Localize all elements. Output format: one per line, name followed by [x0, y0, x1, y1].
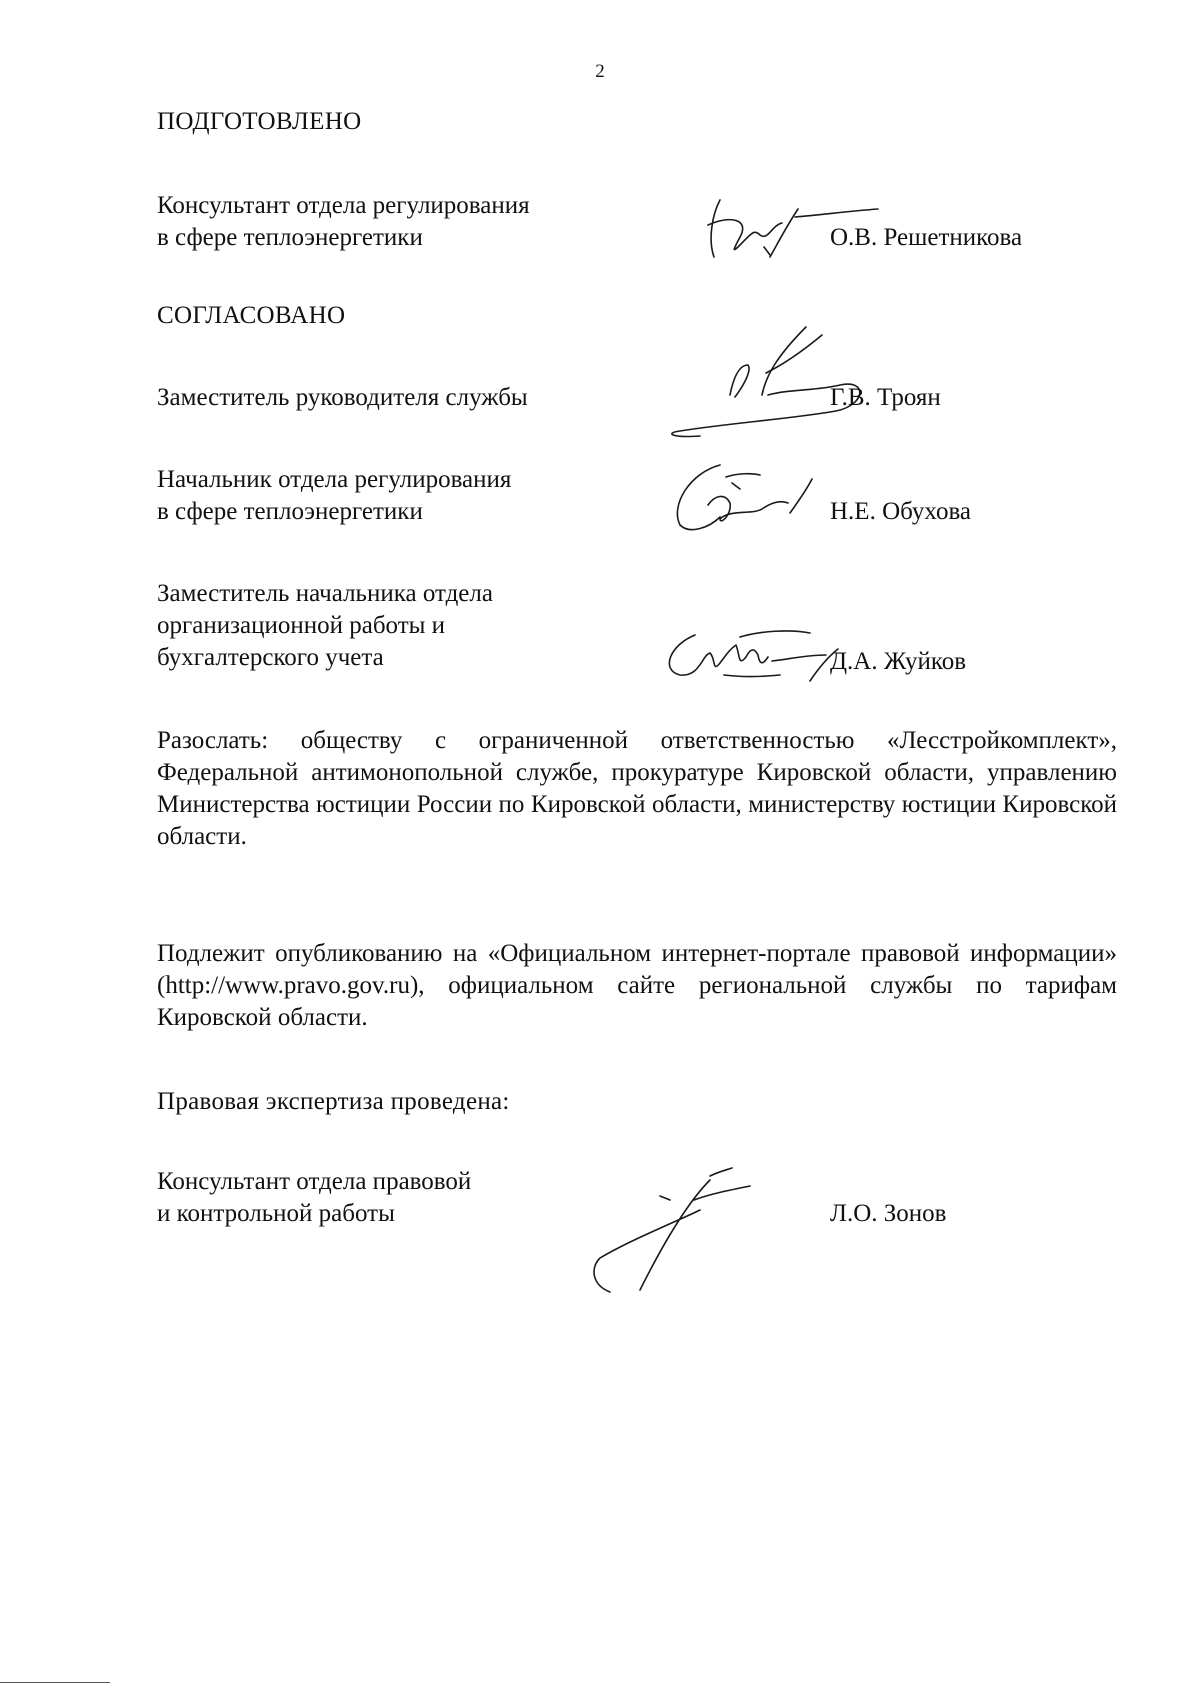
- agreed-signer-1-name: Г.В. Троян: [830, 384, 941, 411]
- agreed-signer-2-position-line-2: в сфере теплоэнергетики: [157, 498, 423, 525]
- legal-review-name: Л.О. Зонов: [830, 1200, 947, 1227]
- agreed-signer-1-position: [157, 382, 717, 414]
- agreed-signer-2-position-line-1: Начальник отдела регулирования: [157, 466, 512, 493]
- agreed-signer-1-position-line-1: Заместитель руководителя службы: [157, 384, 528, 411]
- prepared-heading: ПОДГОТОВЛЕНО: [157, 108, 362, 135]
- legal-review-position-line-1: Консультант отдела правовой: [157, 1168, 472, 1195]
- page-number: 2: [595, 61, 605, 82]
- agreed-signer-3-position-line-1: Заместитель начальника отдела: [157, 580, 493, 607]
- prepared-name: О.В. Решетникова: [830, 224, 1023, 251]
- agreed-signer-3-position-line-2: организационной работы и: [157, 612, 446, 639]
- scan-edge-line: [0, 1682, 110, 1683]
- distribution-text: Разослать: обществу с ограниченной ответственностью «Лесстройкомплект», Федеральной антимонопольной службе, прокуратуре Кировской области, управлению Министерства юстиции России по Кировской области, министерству юстиции Кировской области.: [157, 727, 1117, 850]
- prepared-position-line-1: Консультант отдела регулирования: [157, 192, 530, 219]
- prepared-position: [157, 190, 717, 254]
- agreed-heading: СОГЛАСОВАНО: [157, 302, 346, 329]
- signature-zonov: [590, 1160, 790, 1300]
- agreed-signer-2-name: Н.Е. Обухова: [830, 498, 972, 525]
- prepared-position-line-2: в сфере теплоэнергетики: [157, 224, 423, 251]
- agreed-signer-3-position-line-3: бухгалтерского учета: [157, 644, 384, 671]
- agreed-signer-3-name: Д.А. Жуйков: [830, 648, 967, 675]
- agreed-signer-2-position: [157, 464, 717, 528]
- legal-review-position-line-2: и контрольной работы: [157, 1200, 395, 1227]
- publication-text: Подлежит опубликованию на «Официальном интернет-портале правовой информации» (http://www.pravo.gov.ru), официальном сайте региональной службы по тарифам Кировской области.: [157, 940, 1117, 1031]
- legal-review-heading: Правовая экспертиза проведена:: [157, 1088, 510, 1115]
- agreed-signer-3-position: [157, 578, 717, 674]
